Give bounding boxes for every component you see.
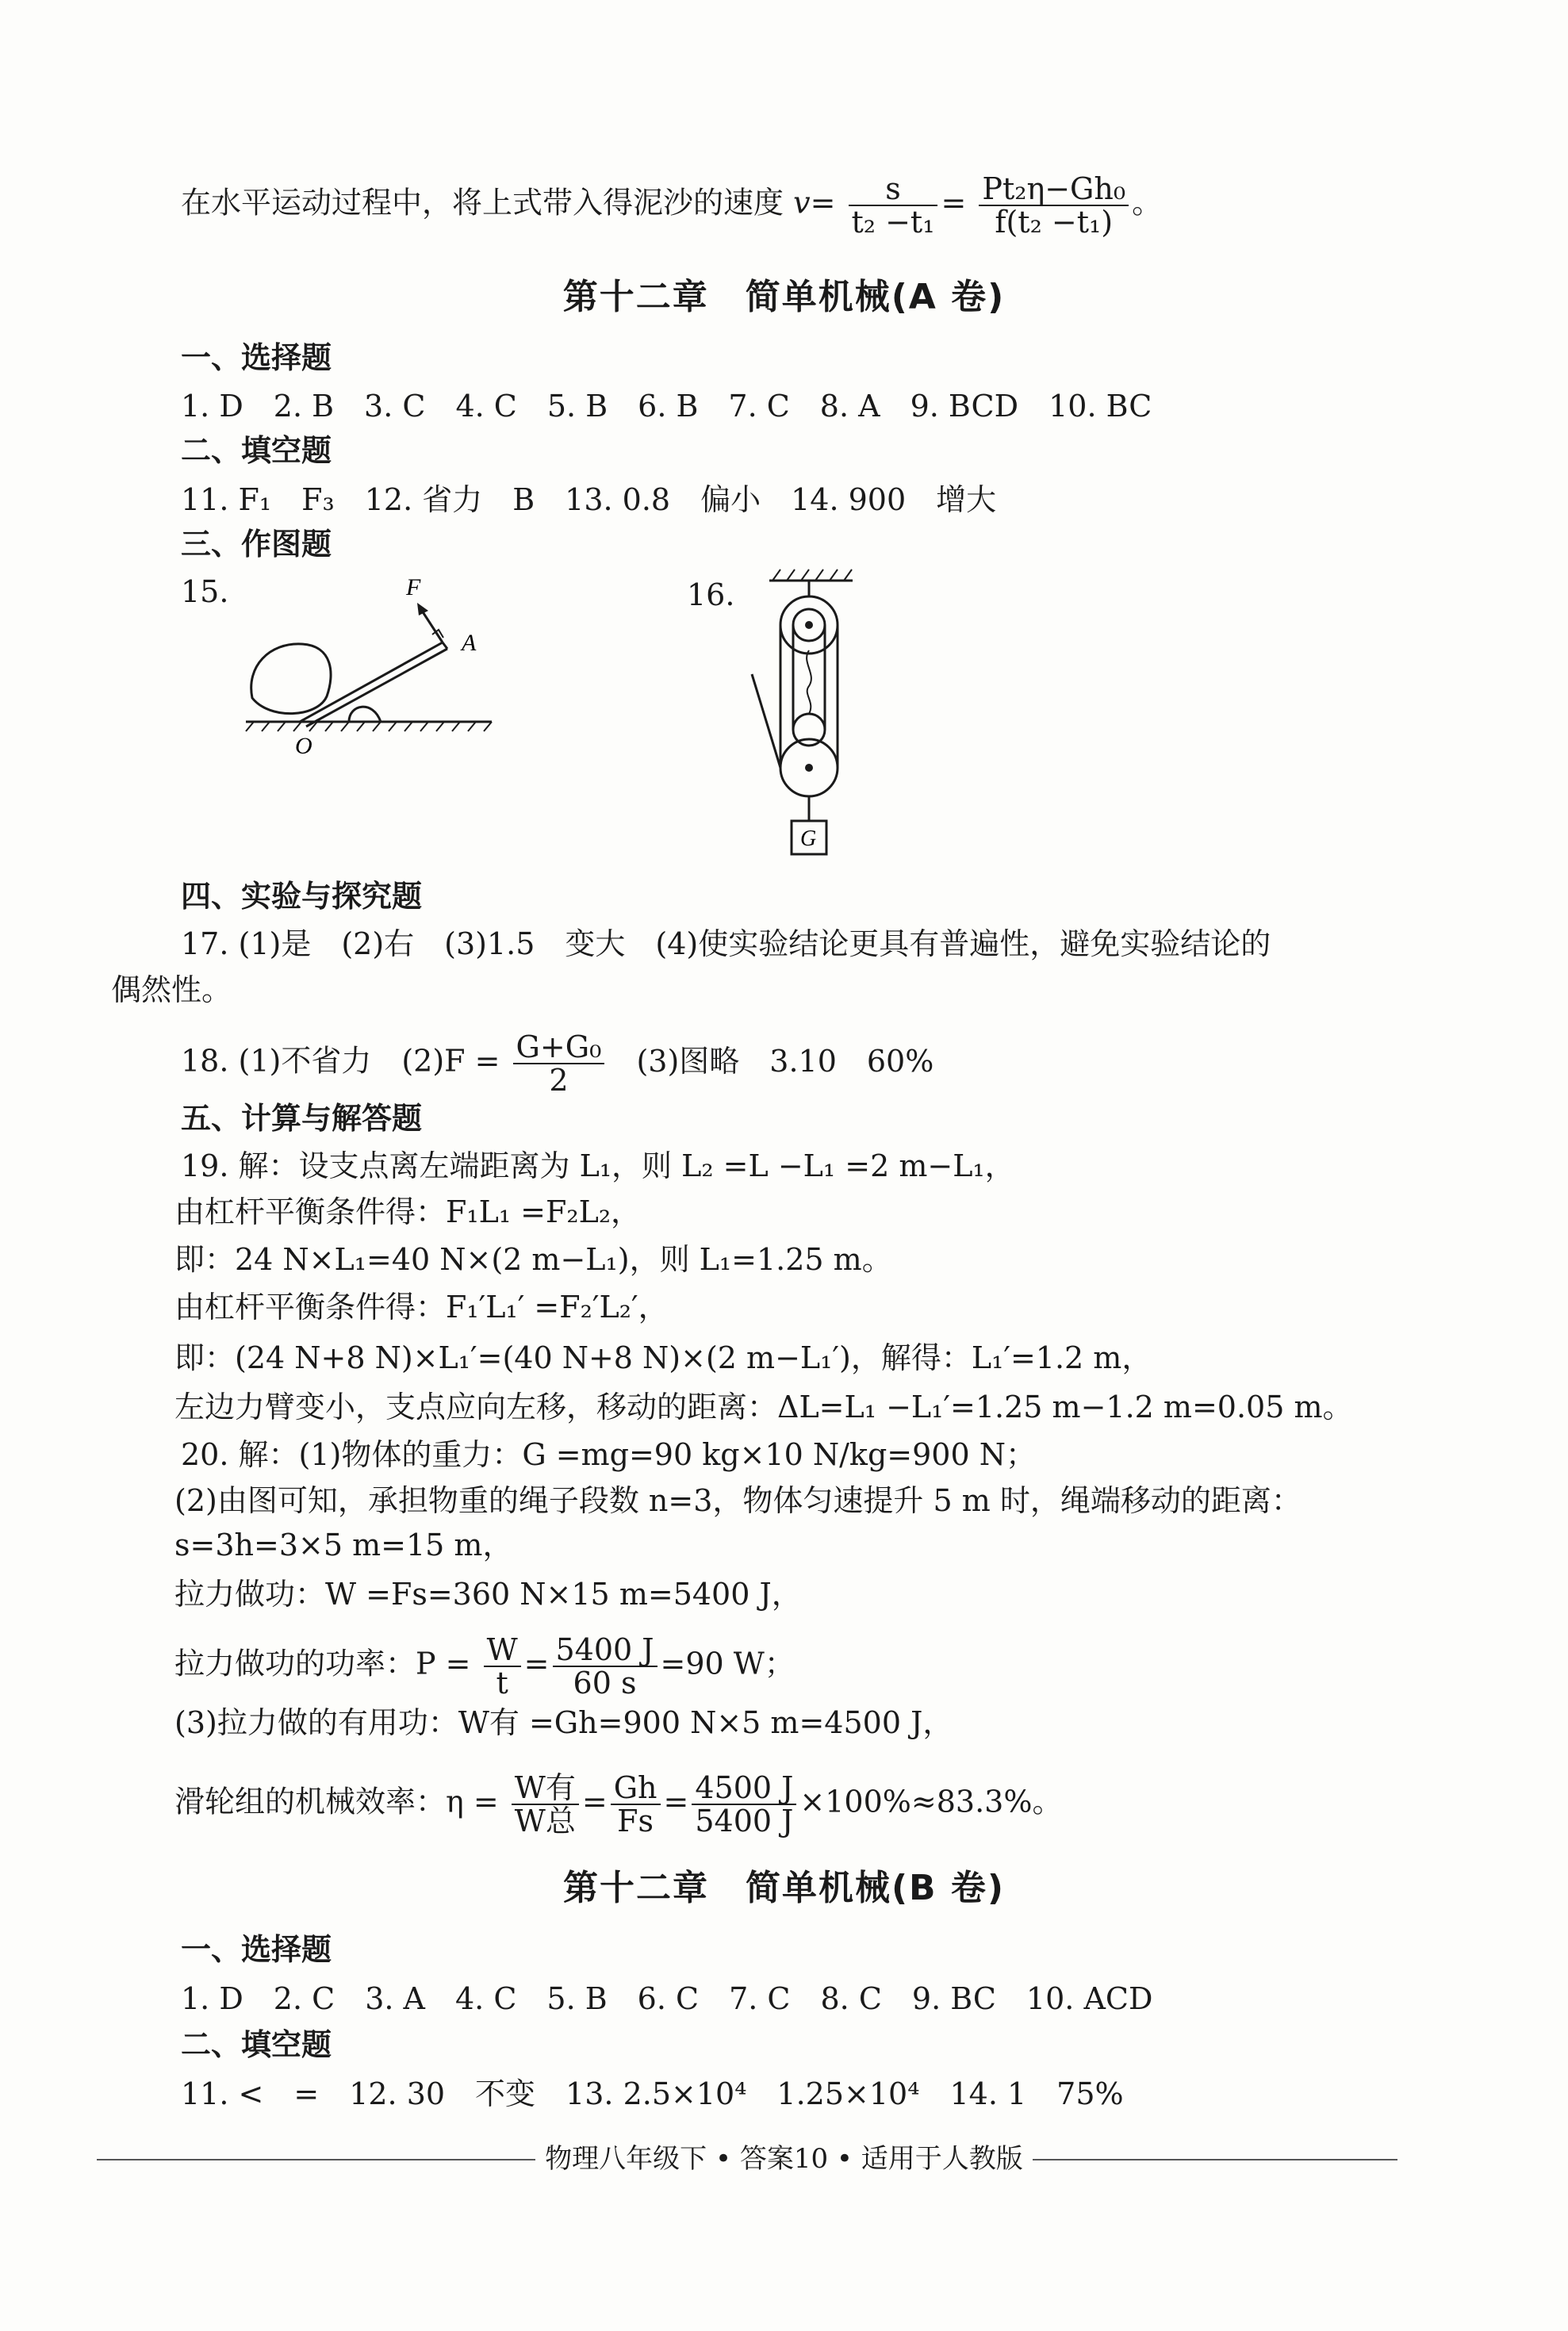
lever-diagram xyxy=(238,563,508,761)
fraction-denominator: t₂ −t₁ xyxy=(851,205,935,240)
force-label: F xyxy=(406,574,421,600)
answer-19-line5: 即：(24 N+8 N)×L₁′=(40 N+8 N)×(2 m−L₁′)，解得：L₁′=1.2 m， xyxy=(174,1340,1152,1375)
power-prefix: 拉力做功的功率：P = xyxy=(174,1646,471,1681)
fraction-numerator: W有 xyxy=(512,1772,579,1805)
efficiency-suffix: ×100%≈83.3%。 xyxy=(799,1784,1063,1819)
fraction-numerator: 4500 J xyxy=(692,1772,796,1805)
answer-20-line4: 拉力做功：W =Fs=360 N×15 m=5400 J， xyxy=(174,1577,802,1612)
answer-17-line2: 偶然性。 xyxy=(111,972,232,1007)
fraction-denominator: 5400 J xyxy=(695,1804,794,1838)
answer-20-line3: s=3h=3×5 m=15 m， xyxy=(174,1528,513,1562)
section-experiment-a: 四、实验与探究题 xyxy=(181,879,423,914)
point-a-label: A xyxy=(462,630,477,656)
fraction-numerator: Gh xyxy=(611,1772,661,1805)
section-fill-a: 二、填空题 xyxy=(181,433,332,468)
fraction-g-plus-g0 xyxy=(513,1031,605,1096)
fraction-velocity-result xyxy=(979,173,1129,238)
section-draw-a: 三、作图题 xyxy=(181,527,332,562)
answer-19-line1: 19. 解：设支点离左端距离为 L₁，则 L₂ =L −L₁ =2 m−L₁， xyxy=(181,1148,1015,1183)
intro-line xyxy=(181,173,1162,238)
fraction-w-useful-over-total xyxy=(512,1772,579,1837)
section-calc-a: 五、计算与解答题 xyxy=(181,1101,423,1136)
fraction-numerator: G+G₀ xyxy=(513,1031,605,1064)
intro-text: 在水平运动过程中，将上式带入得泥沙的速度 xyxy=(181,185,794,220)
answers-fill-a: 11. F₁ F₃ 12. 省力 B 13. 0.8 偏小 14. 900 增大 xyxy=(181,482,997,517)
fraction-numerator: 5400 J xyxy=(553,1634,657,1667)
section-choice-b: 一、选择题 xyxy=(181,1932,332,1967)
period: 。 xyxy=(1132,185,1163,220)
answer-19-line3: 即：24 N×L₁=40 N×(2 m−L₁)，则 L₁=1.25 m。 xyxy=(174,1242,892,1277)
fraction-gh-over-fs xyxy=(611,1772,661,1837)
equals-sign: = xyxy=(941,185,967,220)
answer-20-efficiency: 滑轮组的机械效率：η = $\frac{\text{W有}}{\text{W总}}$ = $\frac{Gh}{Fs}$ = $\frac{4500 J}{5400 J}$ ×100%≈83.3%。 xyxy=(174,1770,1063,1838)
fraction-denominator: f(t₂ −t₁) xyxy=(995,205,1114,240)
answer-17-line1: 17. (1)是 (2)右 (3)1.5 变大 (4)使实验结论更具有普遍性，避免实验结论的 xyxy=(181,926,1271,961)
fraction-numerator: Pt₂η−Gh₀ xyxy=(979,173,1129,206)
fraction-4500-over-5400 xyxy=(692,1772,796,1837)
answers-choice-b: 1. D 2. C 3. A 4. C 5. B 6. C 7. C 8. C 9. BC 10. ACD xyxy=(181,1981,1153,2016)
fraction-numerator: s xyxy=(849,173,938,206)
footer xyxy=(0,2141,1568,2176)
weight-label: G xyxy=(800,826,817,851)
answer-20-line2: (2)由图可知，承担物重的绳子段数 n=3，物体匀速提升 5 m 时，绳端移动的距离： xyxy=(174,1483,1302,1518)
fraction-numerator: W xyxy=(484,1634,521,1667)
section-fill-b: 二、填空题 xyxy=(181,2027,332,2062)
fraction-denominator: 2 xyxy=(549,1063,569,1098)
answers-choice-a: 1. D 2. B 3. C 4. C 5. B 6. B 7. C 8. A 9. BCD 10. BC xyxy=(181,389,1152,424)
answer-18 xyxy=(181,1031,934,1096)
point-o-label: O xyxy=(295,733,312,759)
ceiling-hatching xyxy=(772,569,852,581)
power-suffix: =90 W； xyxy=(660,1646,795,1681)
fulcrum-stone xyxy=(349,707,381,722)
chapter-title-a: 第十二章 简单机械(A 卷) xyxy=(562,277,1006,317)
pull-rope xyxy=(752,674,780,768)
answer-19-line6: 左边力臂变小，支点应向左移，移动的距离：ΔL=L₁ −L₁′=1.25 m−1.2 m=0.05 m。 xyxy=(174,1390,1353,1424)
answer-20-useful-work: (3)拉力做的有用功：W有 =Gh=900 N×5 m=4500 J， xyxy=(174,1705,953,1740)
question-15-number: 15. xyxy=(181,574,229,609)
force-arrow xyxy=(422,611,443,642)
answer-19-line2: 由杠杆平衡条件得：F₁L₁ =F₂L₂， xyxy=(174,1194,642,1229)
fraction-denominator: t xyxy=(496,1666,508,1700)
rock-shape xyxy=(251,644,331,714)
fraction-5400-over-60 xyxy=(553,1634,657,1699)
fraction-denominator: W总 xyxy=(514,1804,576,1838)
answer-18-prefix: 18. (1)不省力 (2)F = xyxy=(181,1043,500,1079)
answer-18-suffix: (3)图略 3.10 60% xyxy=(636,1043,934,1079)
fraction-s-over-t xyxy=(849,173,938,238)
pulley-system-diagram xyxy=(746,563,865,880)
ground-hatching xyxy=(246,722,492,731)
fraction-denominator: Fs xyxy=(617,1804,654,1838)
section-choice-a: 一、选择题 xyxy=(181,340,332,375)
answers-fill-b: 11. < = 12. 30 不变 13. 2.5×10⁴ 1.25×10⁴ 14. 1 75% xyxy=(181,2076,1124,2111)
answer-20-power: 拉力做功的功率：P = $\frac{W}{t}$ = $\frac{5400 J}{60 s}$ =90 W； xyxy=(174,1632,795,1700)
question-16-number: 16. xyxy=(687,577,735,612)
movable-pulley-inner xyxy=(793,714,825,746)
answer-19-line4: 由杠杆平衡条件得：F₁′L₁′ =F₂′L₂′， xyxy=(174,1290,669,1325)
equals-sign: = xyxy=(810,185,836,220)
answer-20-line1: 20. 解：(1)物体的重力：G =mg=90 kg×10 N/kg=900 N； xyxy=(181,1437,1036,1472)
hook-chain xyxy=(807,650,811,714)
fraction-w-over-t xyxy=(484,1634,521,1699)
footer-label: 物理八年级下 • 答案10 • 适用于人教版 xyxy=(535,2143,1033,2175)
efficiency-prefix: 滑轮组的机械效率：η = xyxy=(174,1784,499,1819)
velocity-symbol: v xyxy=(793,185,811,220)
fraction-denominator: 60 s xyxy=(573,1666,637,1700)
chapter-title-b: 第十二章 简单机械(B 卷) xyxy=(562,1868,1006,1908)
